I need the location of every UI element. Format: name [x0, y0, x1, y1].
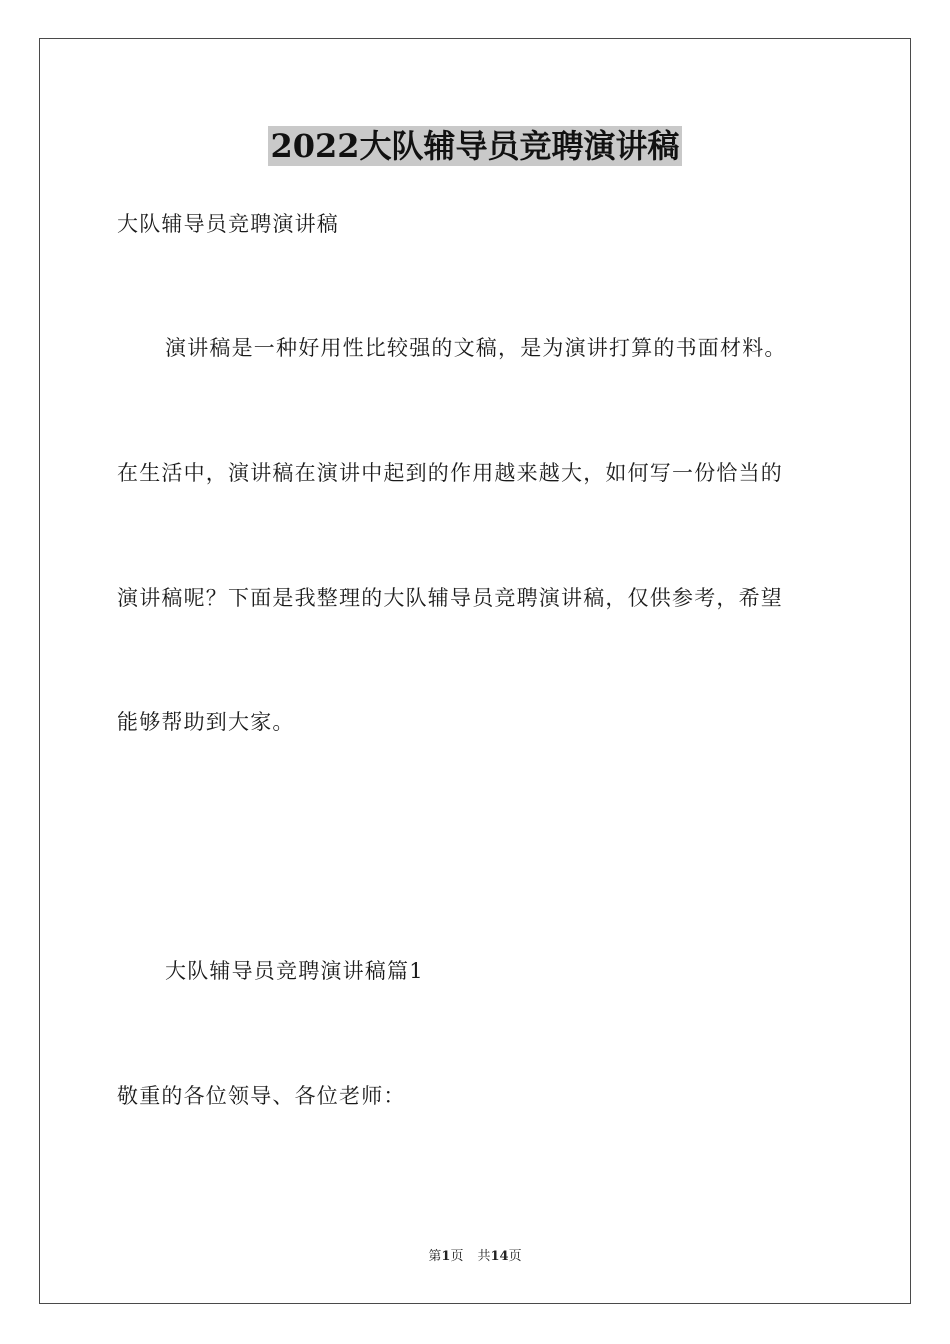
intro-line-2: 在生活中，演讲稿在演讲中起到的作用越来越大，如何写一份恰当的: [117, 461, 783, 485]
footer-page-total: 14: [490, 1249, 509, 1264]
title-container: [0, 126, 950, 166]
intro-line-1: 演讲稿是一种好用性比较强的文稿，是为演讲打算的书面材料。: [165, 336, 787, 360]
page-footer: [0, 1248, 950, 1266]
section-heading: 大队辅导员竞聘演讲稿篇1: [165, 959, 424, 983]
footer-page-suffix: 页: [450, 1249, 464, 1264]
intro-line-3: 演讲稿呢？下面是我整理的大队辅导员竞聘演讲稿，仅供参考，希望: [117, 586, 783, 610]
intro-line-4: 能够帮助到大家。: [117, 710, 295, 734]
document-subtitle: 大队辅导员竞聘演讲稿: [117, 212, 339, 236]
footer-page-current: 1: [441, 1249, 451, 1264]
footer-total-prefix: 共: [477, 1249, 491, 1264]
footer-total-suffix: 页: [508, 1249, 522, 1264]
document-title: 2022大队辅导员竞聘演讲稿: [270, 127, 680, 165]
salutation: 敬重的各位领导、各位老师：: [117, 1084, 406, 1108]
footer-page-prefix: 第: [428, 1249, 442, 1264]
